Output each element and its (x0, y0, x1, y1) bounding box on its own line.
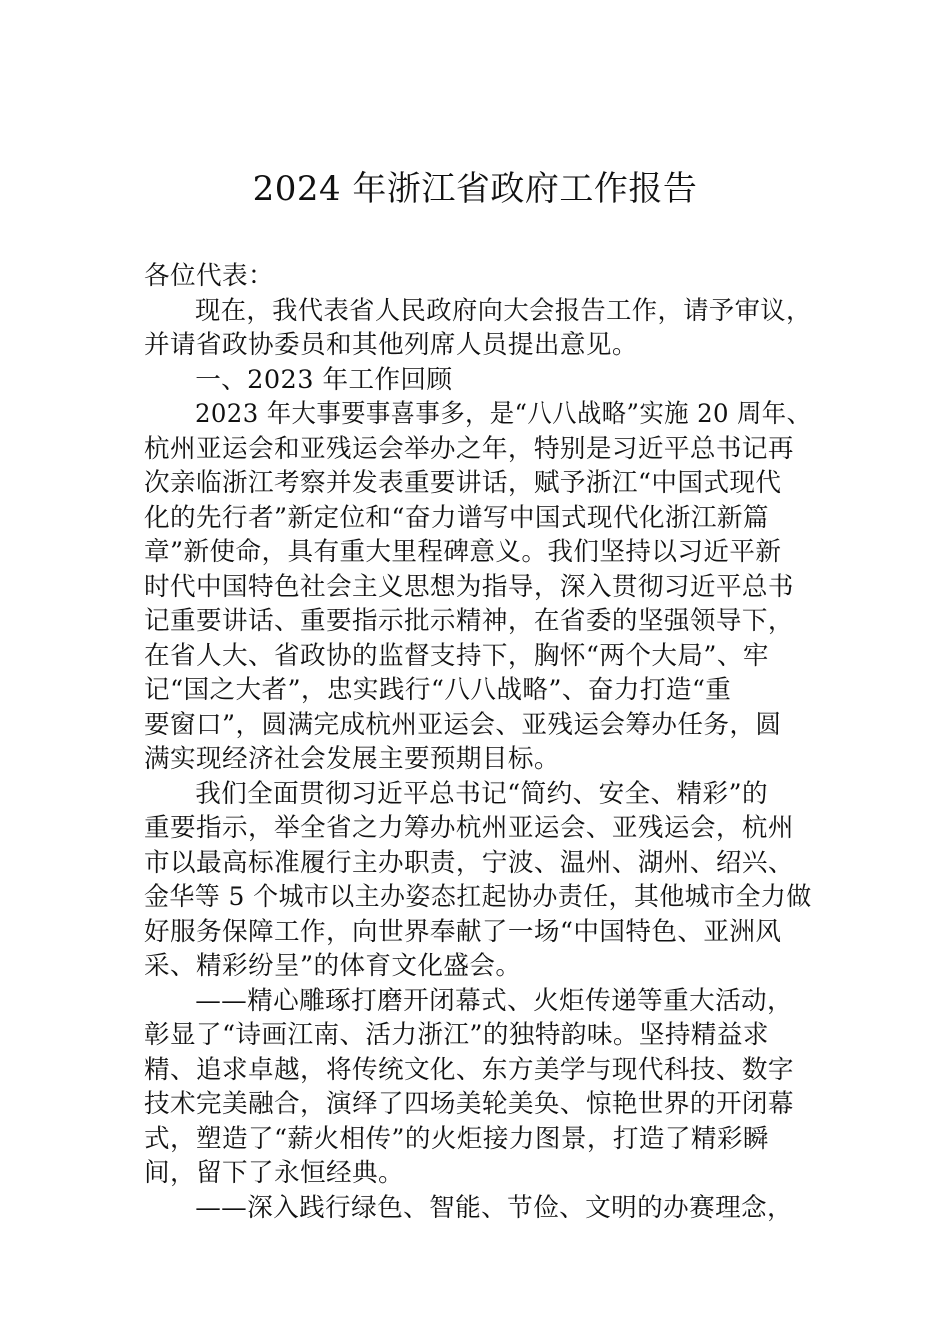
body-text-line: 彰显了“诗画江南、活力浙江”的独特韵味。坚持精益求 (144, 1020, 769, 1050)
body-text-line: 现在，我代表省人民政府向大会报告工作，请予审议， (195, 295, 812, 326)
body-text-line: 时代中国特色社会主义思想为指导，深入贯彻习近平总书 (144, 571, 794, 602)
body-text-line: 记“国之大者”，忠实践行“八八战略”、奋力打造“重 (144, 675, 732, 705)
body-text-line: 2023 年大事要事喜事多，是“八八战略”实施 20 周年、 (195, 399, 812, 429)
body-text-line: 次亲临浙江考察并发表重要讲话，赋予浙江“中国式现代 (144, 468, 782, 498)
body-text-line: ——深入践行绿色、智能、节俭、文明的办赛理念， (195, 1192, 794, 1223)
body-text-line: 记重要讲话、重要指示批示精神，在省委的坚强领导下， (144, 606, 794, 636)
body-text-line: 金华等 5 个城市以主办姿态扛起协办责任，其他城市全力做 (144, 882, 812, 912)
body-text-line: 各位代表： (144, 261, 274, 291)
body-text-line: 满实现经济社会发展主要预期目标。 (144, 744, 560, 774)
body-text-line: 我们全面贯彻习近平总书记“简约、安全、精彩”的 (195, 778, 769, 809)
body-text-line: 间，留下了永恒经典。 (144, 1158, 404, 1188)
body-text-line: 采、精彩纷呈”的体育文化盛会。 (144, 951, 522, 981)
body-text-line: 并请省政协委员和其他列席人员提出意见。 (144, 330, 638, 360)
body-text-line: 章”新使命，具有重大里程碑意义。我们坚持以习近平新 (144, 537, 782, 567)
document-title: 2024 年浙江省政府工作报告 (252, 169, 698, 209)
body-text-line: 重要指示，举全省之力筹办杭州亚运会、亚残运会，杭州 (144, 813, 794, 843)
body-text-line: 化的先行者”新定位和“奋力谱写中国式现代化浙江新篇 (144, 502, 769, 533)
body-text-line: 技术完美融合，演绎了四场美轮美奂、惊艳世界的开闭幕 (144, 1089, 794, 1119)
body-text-line: 精、追求卓越，将传统文化、东方美学与现代科技、数字 (144, 1054, 794, 1085)
body-text-line: ——精心雕琢打磨开闭幕式、火炬传递等重大活动， (195, 985, 794, 1016)
body-text-line: 市以最高标准履行主办职责，宁波、温州、湖州、绍兴、 (144, 847, 794, 878)
body-text-line: 要窗口”，圆满完成杭州亚运会、亚残运会筹办任务，圆 (144, 709, 782, 740)
body-text-line: 一、2023 年工作回顾 (195, 364, 453, 395)
body-text-line: 好服务保障工作，向世界奉献了一场“中国特色、亚洲风 (144, 916, 782, 947)
body-text-line: 式，塑造了“薪火相传”的火炬接力图景，打造了精彩瞬 (144, 1123, 769, 1154)
body-text-line: 在省人大、省政协的监督支持下，胸怀“两个大局”、牢 (144, 640, 769, 671)
body-text-line: 杭州亚运会和亚残运会举办之年，特别是习近平总书记再 (144, 433, 794, 464)
